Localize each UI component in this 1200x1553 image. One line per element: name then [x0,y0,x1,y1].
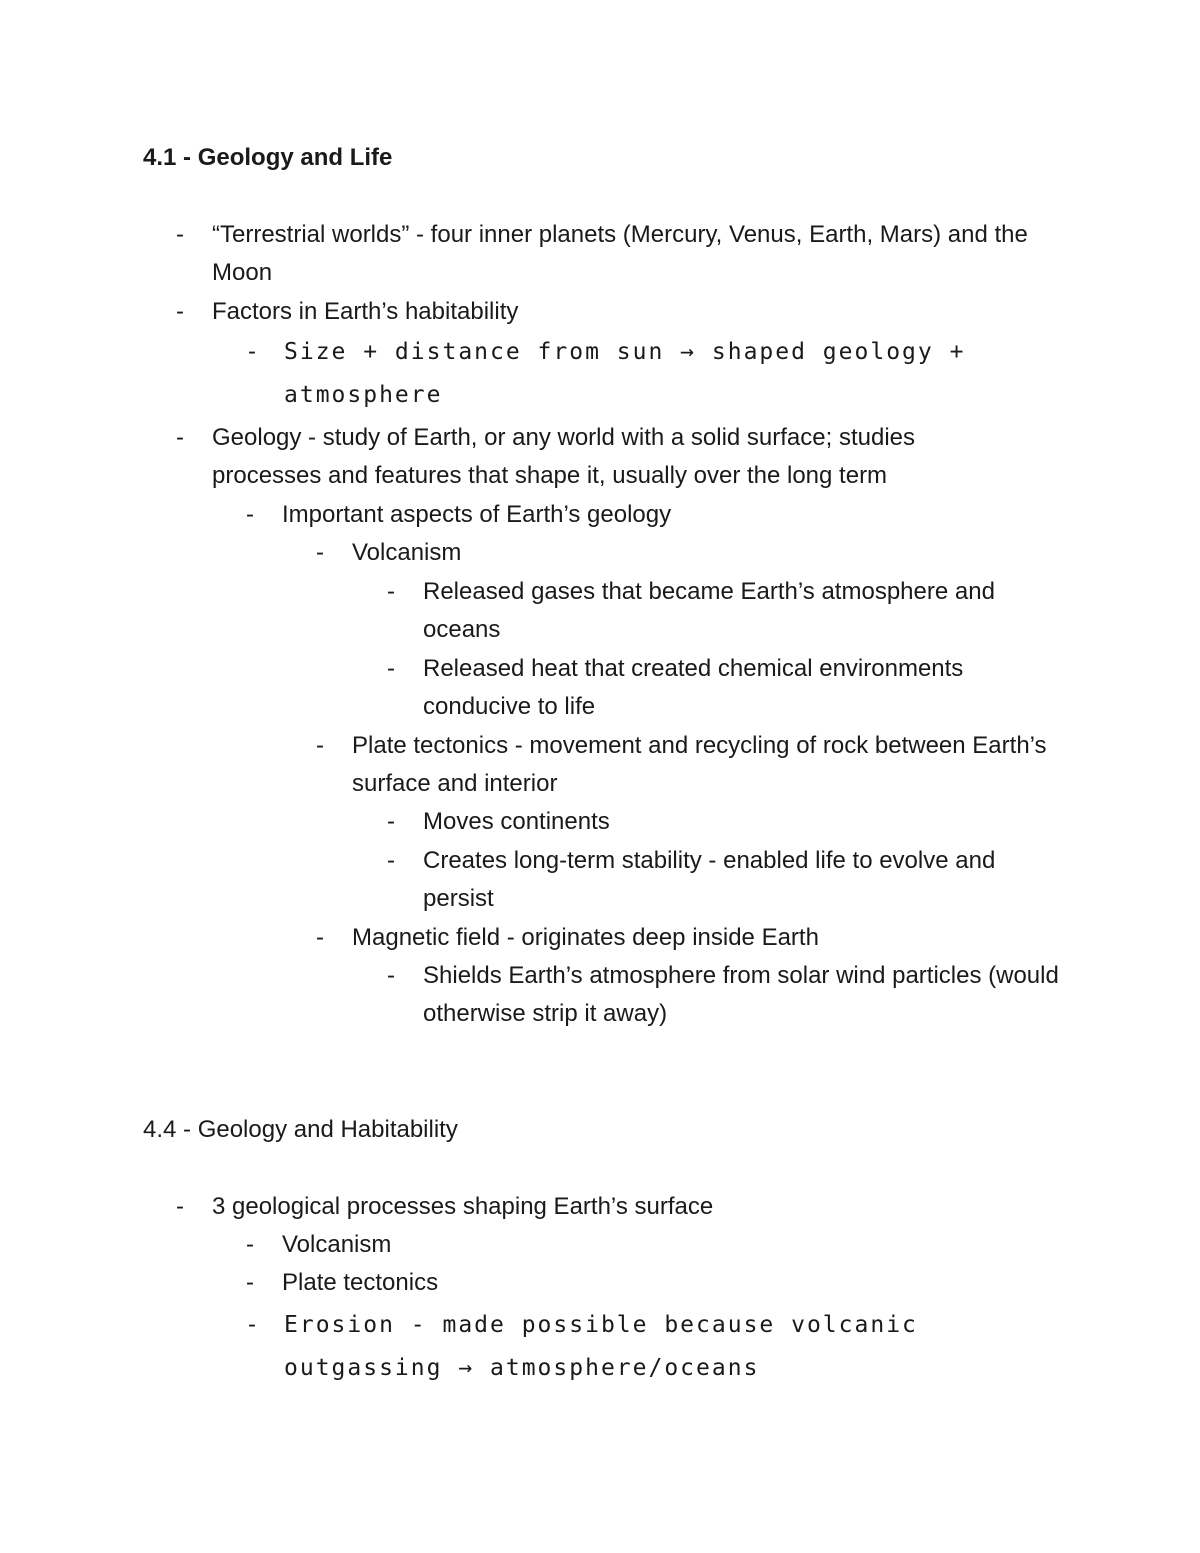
list-item-text: Geology - study of Earth, or any world with a solid surface; studies processes and features that shape it, usually over the long term [212,424,915,489]
bullet-dash: - [248,1311,256,1338]
list-item [176,216,1042,292]
list-item-text: Creates long-term stability - enabled life to evolve and persist [423,847,996,912]
list-item-text: “Terrestrial worlds” - four inner planets (Mercury, Venus, Earth, Mars) and the Moon [212,221,1028,286]
bullet-dash: - [246,1231,254,1258]
bullet-dash: - [387,962,395,989]
list-item-text: 3 geological processes shaping Earth’s surface [212,1193,714,1220]
list-item [316,727,1062,803]
list-item-text: Released heat that created chemical environments conducive to life [423,655,964,720]
list-item-text: Volcanism [282,1231,392,1258]
bullet-dash: - [316,924,324,951]
list-item [387,803,1200,841]
list-item [246,496,1132,534]
list-item-text: Important aspects of Earth’s geology [282,501,672,528]
bullet-dash: - [176,298,184,325]
bullet-dash: - [246,501,254,528]
list-item-text: Plate tectonics [282,1269,439,1296]
list-item [246,1226,1132,1264]
handwritten-note [248,331,984,417]
list-item [387,650,1043,726]
handwritten-note [248,1304,944,1390]
list-item [176,419,1012,495]
bullet-dash: - [387,655,395,682]
list-item [387,957,1063,1033]
list-item-text: Factors in Earth’s habitability [212,298,519,325]
bullet-dash: - [248,338,256,365]
list-item-text: Shields Earth’s atmosphere from solar wind particles (would otherwise strip it away) [423,962,1059,1027]
list-item-text: Released gases that became Earth’s atmosphere and oceans [423,578,995,643]
list-item [316,919,1200,957]
bullet-dash: - [176,1193,184,1220]
bullet-dash: - [316,539,324,566]
list-item [176,293,1062,331]
bullet-dash: - [387,578,395,605]
list-item [176,1188,1062,1226]
bullet-dash: - [176,424,184,451]
list-item [246,1264,1132,1302]
list-item [387,842,1033,918]
bullet-dash: - [387,847,395,874]
list-item [316,534,1200,572]
section-heading-4-4: 4.4 - Geology and Habitability [143,1116,458,1143]
list-item-text: Size + distance from sun → shaped geology + atmosphere [284,339,966,408]
bullet-dash: - [387,808,395,835]
list-item-text: Magnetic field - originates deep inside Earth [352,924,819,951]
bullet-dash: - [176,221,184,248]
list-item-text: Plate tectonics - movement and recycling of rock between Earth’s surface and interior [352,732,1047,797]
list-item-text: Volcanism [352,539,462,566]
list-item [387,573,1023,649]
list-item-text: Moves continents [423,808,610,835]
bullet-dash: - [316,732,324,759]
bullet-dash: - [246,1269,254,1296]
list-item-text: Erosion - made possible because volcanic outgassing → atmosphere/oceans [284,1312,918,1381]
section-heading-4-1: 4.1 - Geology and Life [143,144,393,171]
